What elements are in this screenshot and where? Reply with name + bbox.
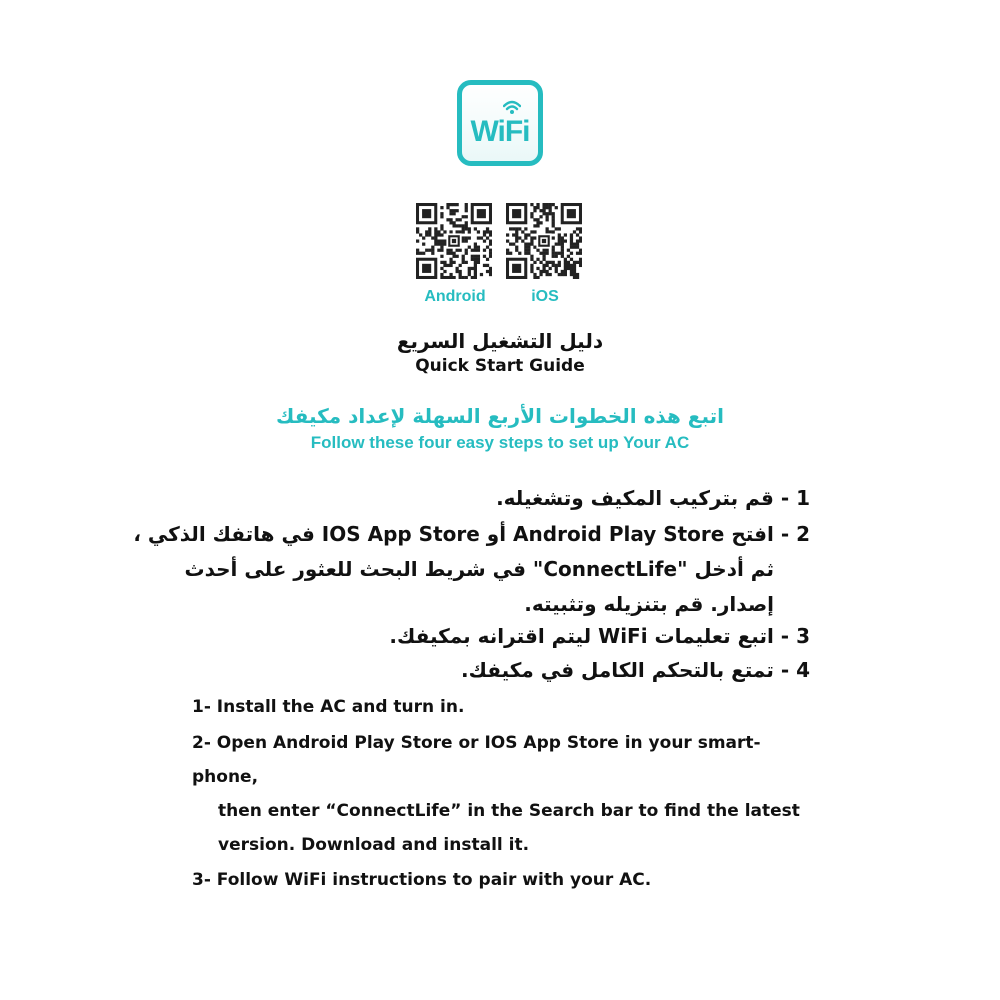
step-en-2: 2- Open Android Play Store or IOS App Store in your smart- <box>192 733 761 753</box>
step-ar-3: 3 - اتبع تعليمات WiFi ليتم اقترانه بمكيفك. <box>389 624 810 648</box>
ios-label: iOS <box>531 288 559 305</box>
wifi-logo <box>457 80 543 166</box>
step-en-2-cont: then enter “ConnectLife” in the Search bar to find the latest <box>218 801 800 821</box>
step-ar-1: 1 - قم بتركيب المكيف وتشغيله. <box>496 486 810 510</box>
step-ar-2-cont2: إصدار. قم بتنزيله وتثبيته. <box>524 592 774 616</box>
android-qr-code <box>416 203 492 279</box>
subtitle-arabic: اتبع هذه الخطوات الأربع السهلة لإعداد مكيفك <box>275 404 725 428</box>
step-ar-2: 2 - افتح Android Play Store أو IOS App Store في هاتفك الذكي ، <box>133 522 810 546</box>
step-en-2-wrap: phone, <box>192 767 259 787</box>
title-arabic: دليل التشغيل السريع <box>396 329 604 353</box>
step-en-1: 1- Install the AC and turn in. <box>192 697 465 717</box>
ios-qr-code <box>506 203 582 279</box>
android-label: Android <box>424 288 486 305</box>
step-ar-4: 4 - تمتع بالتحكم الكامل في مكيفك. <box>460 658 810 682</box>
wifi-signal-icon <box>503 99 521 115</box>
subtitle-english: Follow these four easy steps to set up Your AC <box>310 433 690 452</box>
step-en-3: 3- Follow WiFi instructions to pair with your AC. <box>192 870 652 890</box>
step-ar-2-cont: ثم أدخل "ConnectLife" في شريط البحث للعثور على أحدث <box>184 557 774 581</box>
title-english: Quick Start Guide <box>415 356 585 376</box>
wifi-logo-text: WiFi <box>470 115 530 148</box>
step-en-2-cont2: version. Download and install it. <box>218 835 530 855</box>
